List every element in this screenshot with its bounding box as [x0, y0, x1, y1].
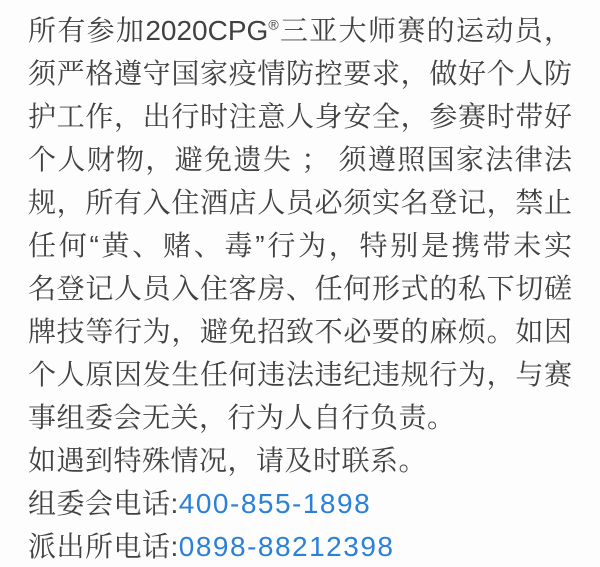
notice-line: 任何“黄、赌、毒”行为，特别是携带未实: [28, 230, 572, 261]
police-phone-number[interactable]: 0898-88212398: [178, 531, 395, 562]
notice-line1-prefix: 所有参加2020CPG: [28, 15, 269, 46]
notice-line1-suffix: 三亚大师赛的运动员，: [278, 15, 572, 46]
committee-phone-line: [28, 482, 572, 525]
notice-line: 规，所有入住酒店人员必须实名登记，禁止: [28, 187, 572, 218]
contact-note: 如遇到特殊情况，请及时联系。: [28, 445, 428, 476]
notice-line: 个人原因发生任何违法违纪违规行为，与赛: [28, 359, 572, 390]
notice-line: 须严格遵守国家疫情防控要求，做好个人防: [28, 58, 572, 89]
notice-line: 名登记人员入住客房、任何形式的私下切磋: [28, 273, 572, 304]
notice-line: 事组委会无关，行为人自行负责。: [28, 402, 456, 433]
notice-line: 牌技等行为，避免招致不必要的麻烦。如因: [28, 316, 572, 347]
registered-trademark-symbol: ®: [268, 16, 279, 33]
committee-phone-number[interactable]: 400-855-1898: [178, 488, 372, 519]
notice-line: 个人财物，避免遗失 ； 须遵照国家法律法: [28, 144, 572, 175]
committee-phone-label: 组委会电话:: [28, 488, 179, 519]
notice-line: 护工作，出行时注意人身安全，参赛时带好: [28, 101, 572, 132]
police-phone-line: [28, 525, 572, 567]
notice-line: [28, 9, 572, 52]
police-phone-label: 派出所电话:: [28, 531, 179, 562]
